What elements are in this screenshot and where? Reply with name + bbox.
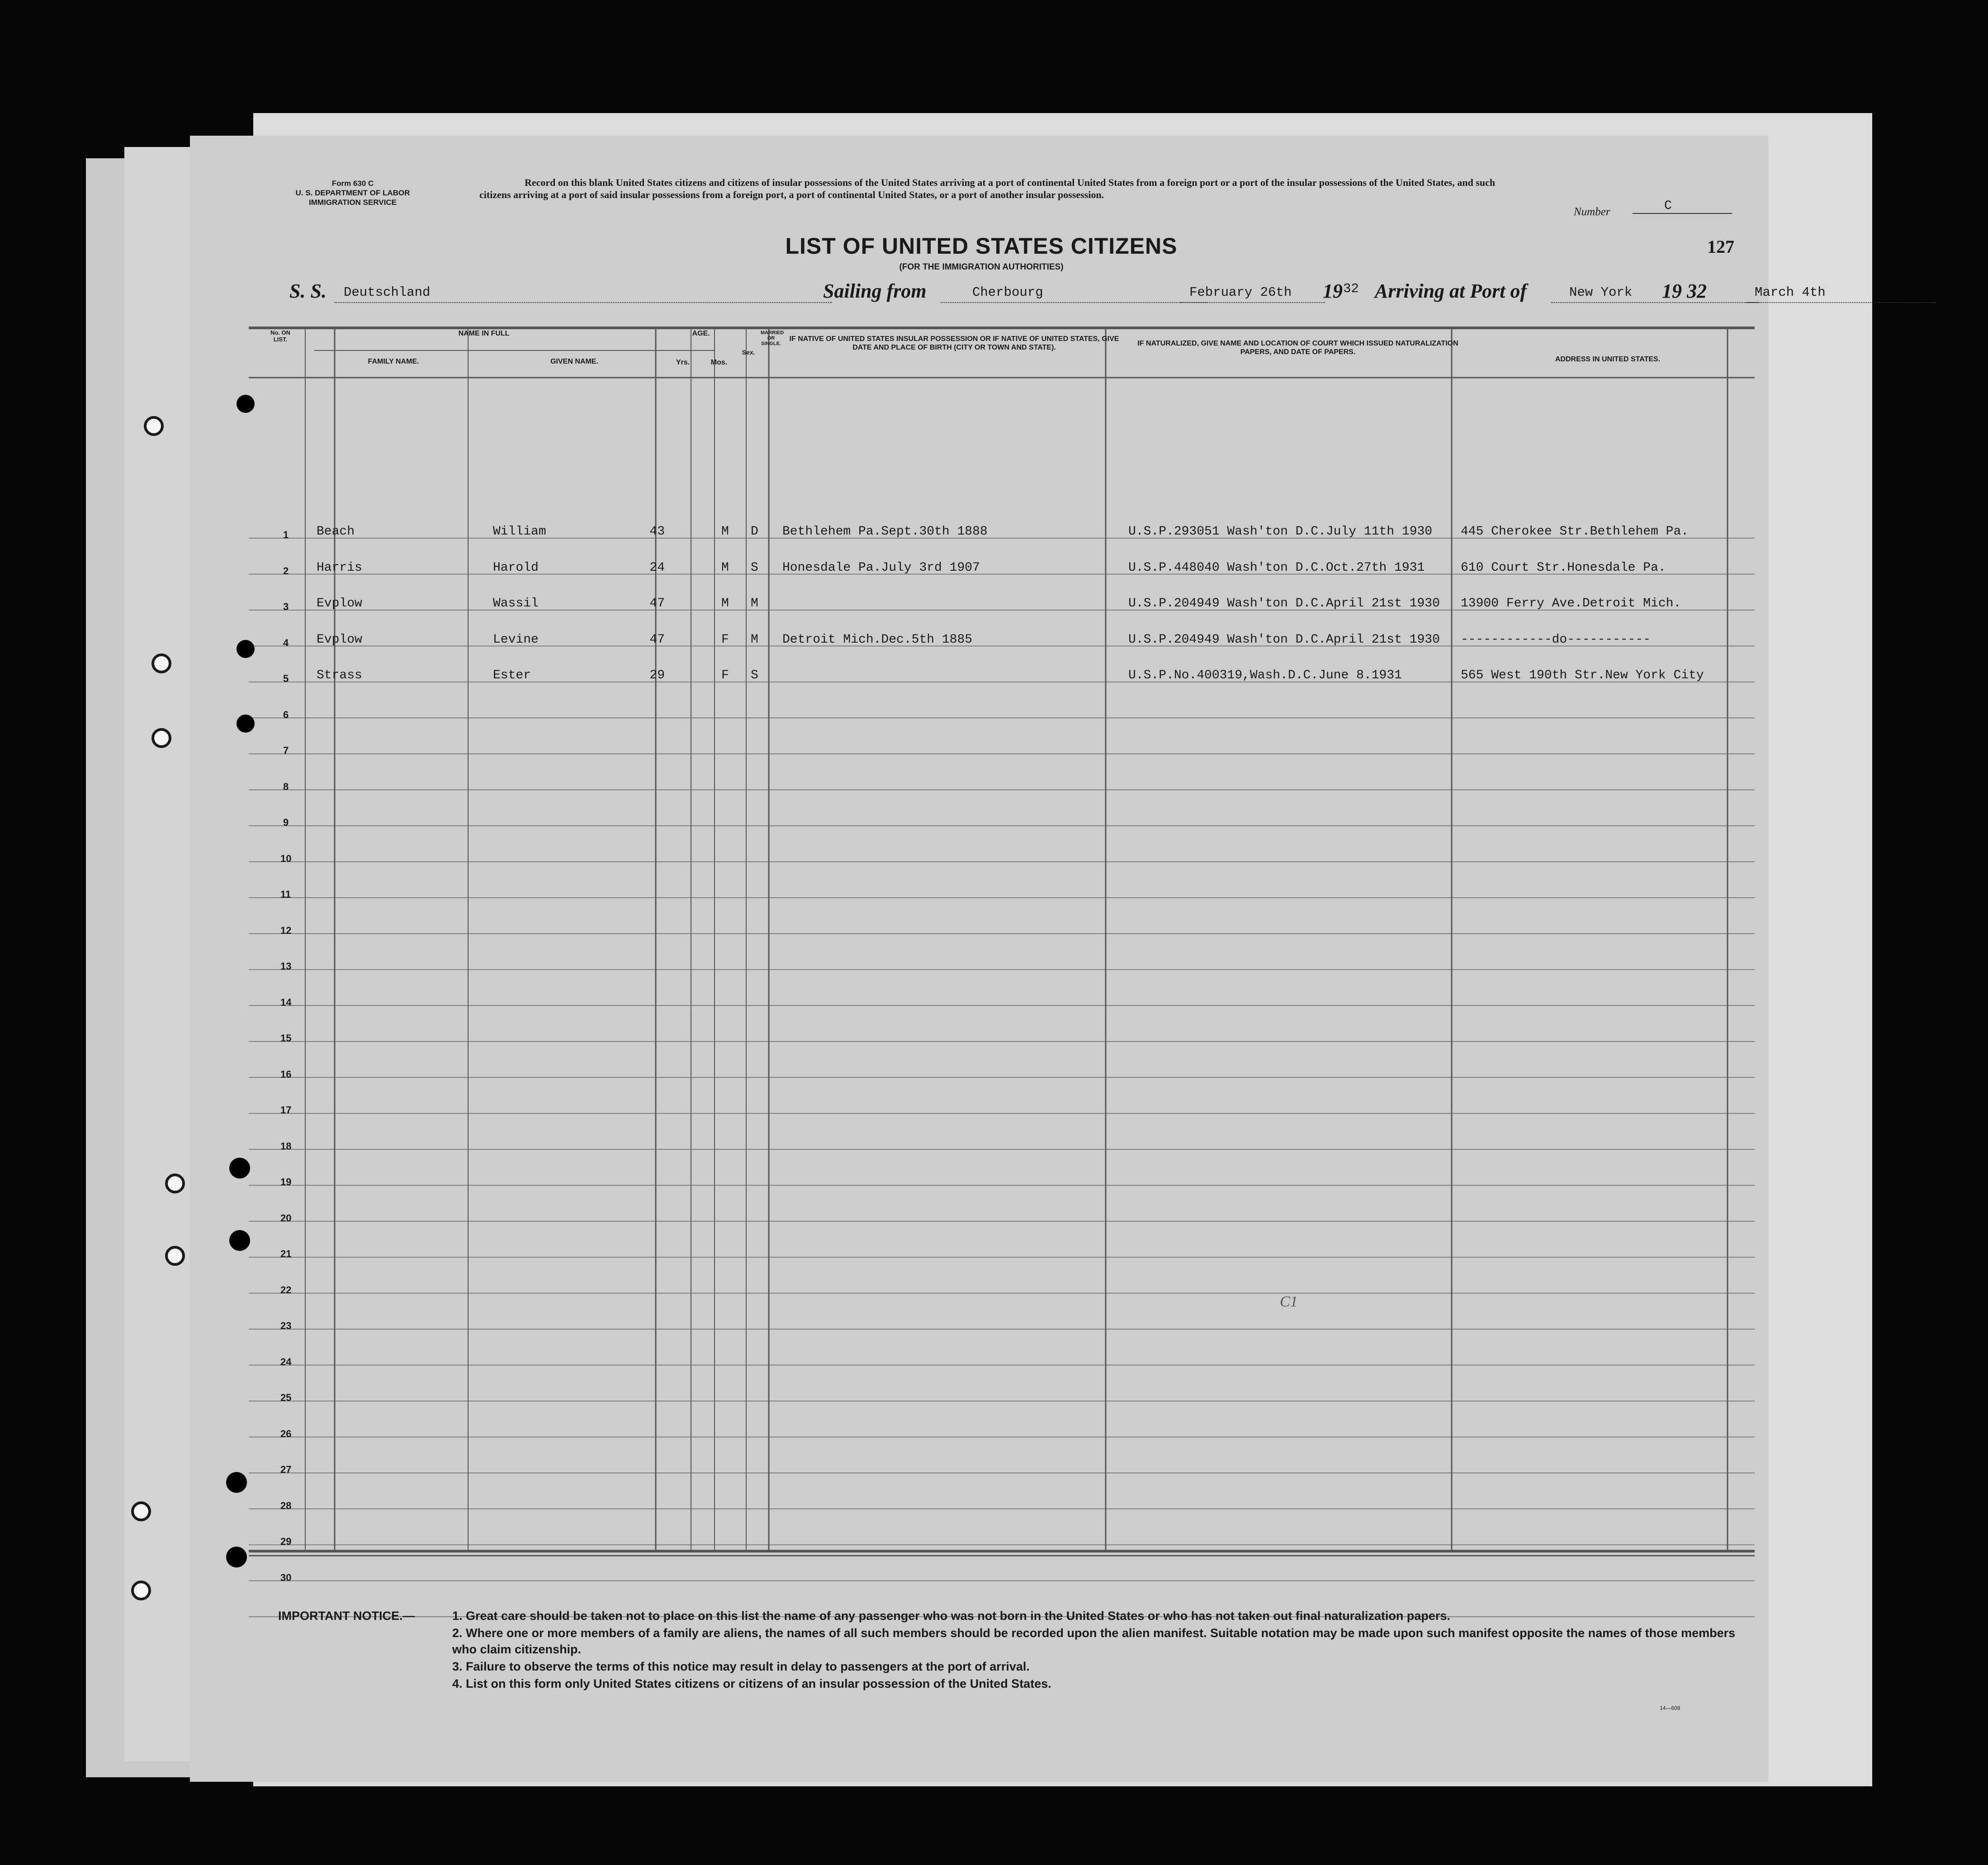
row-number: 10: [280, 852, 292, 864]
arriving-label: Arriving at Port of: [1375, 280, 1527, 302]
passenger-marital-status: S: [751, 560, 758, 575]
passenger-given-name: Levine: [493, 632, 539, 647]
sailing-date: February 26th: [1180, 285, 1325, 303]
punch-hole: [165, 1246, 185, 1266]
service: IMMIGRATION SERVICE: [309, 198, 397, 207]
punch-hole: [144, 416, 164, 436]
row-number: 13: [280, 961, 292, 972]
passenger-naturalization: U.S.P.204949 Wash'ton D.C.April 21st 1930: [1128, 596, 1440, 611]
col-no-header: No. ON LIST.: [270, 329, 291, 343]
col-address-header: ADDRESS IN UNITED STATES.: [1555, 355, 1661, 363]
notice-item-1: 1. Great care should be taken not to place on this list the name of any passenger who was not born in the United States or who has not taken out final naturalization papers.: [452, 1609, 1450, 1623]
passenger-age: 47: [649, 596, 665, 611]
passenger-given-name: Harold: [493, 560, 539, 575]
punch-hole: [229, 1230, 250, 1251]
passenger-naturalization: U.S.P.293051 Wash'ton D.C.July 11th 1930: [1128, 525, 1433, 539]
row-number: 11: [280, 889, 291, 900]
passenger-birth: Honesdale Pa.July 3rd 1907: [782, 560, 980, 575]
passenger-age: 47: [649, 632, 665, 647]
page-number: 127: [1707, 237, 1734, 257]
punch-hole: [131, 1501, 151, 1521]
col-yrs-header: Yrs.: [676, 359, 690, 366]
passenger-sex: M: [721, 560, 729, 575]
passenger-marital-status: S: [751, 668, 758, 682]
punch-hole: [226, 1547, 247, 1567]
col-mos-header: Mos.: [710, 359, 728, 366]
number-value: C: [1633, 199, 1732, 214]
row-number: 4: [283, 637, 289, 648]
arrival-year: 19 32: [1662, 280, 1707, 302]
year-prefix: 19: [1323, 280, 1343, 302]
notice-item-3: 3. Failure to observe the terms of this notice may result in delay to passengers at the port of arrival.: [452, 1660, 1030, 1673]
col-birth-header: IF NATIVE OF UNITED STATES INSULAR POSSESSION OR IF NATIVE OF UNITED STATES, GIVE DATE AND PLACE OF BIRTH (CITY OR TOWN AND STATE).: [789, 335, 1119, 351]
passenger-given-name: William: [493, 525, 546, 539]
row-number: 3: [283, 601, 289, 612]
passenger-marital-status: D: [751, 525, 758, 539]
row-number: 25: [280, 1392, 292, 1403]
punch-hole: [226, 1472, 247, 1493]
punch-hole: [229, 1158, 250, 1179]
instructions: Record on this blank United States citizens and citizens of insular possessions of the United States arriving at a port of continental United States from a foreign port or a port of the insular possessions of the United States, and such citizens arriving at a port of said insular possessions from a foreign port, a port of continental United States, or a port of another insular possession.: [479, 177, 1496, 200]
punch-hole: [165, 1174, 185, 1193]
department: U. S. DEPARTMENT OF LABOR: [295, 189, 410, 197]
notice-item-4: 4. List on this form only United States citizens or citizens of an insular possession of the United States.: [452, 1677, 1051, 1690]
row-number: 1: [283, 529, 289, 540]
passenger-given-name: Ester: [493, 668, 531, 682]
from-port: Cherbourg: [941, 285, 1207, 303]
row-number: 6: [283, 709, 289, 720]
row-number: 7: [283, 745, 289, 756]
sailing-label: Sailing from: [823, 280, 927, 302]
punch-hole: [237, 715, 255, 733]
passenger-naturalization: U.S.P.204949 Wash'ton D.C.April 21st 1930: [1128, 632, 1440, 647]
row-number: 26: [280, 1428, 292, 1439]
col-age-header: AGE.: [692, 330, 710, 337]
sailing-year: 32: [1343, 281, 1359, 296]
row-number: 22: [280, 1284, 292, 1296]
punch-hole: [131, 1581, 151, 1600]
passenger-family-name: Strass: [317, 668, 362, 682]
row-number: 28: [280, 1500, 292, 1511]
row-number: 8: [283, 781, 289, 792]
passenger-naturalization: U.S.P.No.400319,Wash.D.C.June 8.1931: [1128, 668, 1402, 682]
col-married-header: MARRIED OR SINGLE.: [761, 330, 784, 346]
row-number: 27: [280, 1464, 292, 1475]
row-number: 2: [283, 565, 289, 577]
row-number: 18: [280, 1140, 292, 1152]
page-subtitle: (FOR THE IMMIGRATION AUTHORITIES): [899, 262, 1064, 272]
notice-lead: IMPORTANT NOTICE.—: [278, 1609, 415, 1623]
passenger-family-name: Harris: [317, 560, 362, 575]
passenger-age: 24: [649, 560, 665, 575]
col-given-header: GIVEN NAME.: [550, 358, 598, 365]
punch-hole: [151, 728, 171, 748]
notice-item-2: 2. Where one or more members of a family are aliens, the names of all such members should be recorded upon the alien manifest. Suitable notation may be made upon such manifest opposite the names of those members who claim citizenship.: [452, 1626, 1736, 1656]
passenger-family-name: Evplow: [317, 596, 362, 611]
row-number: 21: [280, 1248, 292, 1259]
handwritten-note: C1: [1280, 1293, 1298, 1310]
col-sex-header: Sex.: [742, 349, 755, 356]
row-number: 23: [280, 1320, 292, 1331]
row-number: 12: [280, 924, 292, 936]
passenger-marital-status: M: [751, 596, 758, 611]
passenger-marital-status: M: [751, 632, 758, 647]
passenger-naturalization: U.S.P.448040 Wash'ton D.C.Oct.27th 1931: [1128, 560, 1425, 575]
manifest-sheet: [190, 136, 1826, 1782]
col-name-header: NAME IN FULL: [458, 330, 510, 337]
row-number: 5: [283, 673, 289, 684]
row-number: 15: [280, 1032, 292, 1044]
row-number: 19: [280, 1176, 292, 1188]
row-number: 9: [283, 817, 289, 828]
passenger-address: 565 West 190th Str.New York City: [1461, 668, 1704, 682]
passenger-given-name: Wassil: [493, 596, 539, 611]
number-label: Number: [1574, 206, 1610, 218]
passenger-address: 445 Cherokee Str.Bethlehem Pa.: [1461, 525, 1689, 539]
row-number: 29: [280, 1536, 292, 1547]
ss-label: S. S.: [289, 280, 327, 302]
passenger-sex: M: [721, 596, 729, 611]
passenger-address: ------------do-----------: [1461, 632, 1651, 647]
passenger-birth: Detroit Mich.Dec.5th 1885: [782, 632, 973, 647]
punch-hole: [237, 395, 255, 413]
punch-hole: [151, 653, 171, 673]
passenger-family-name: Beach: [317, 525, 355, 539]
passenger-sex: M: [721, 525, 729, 539]
punch-hole: [237, 640, 255, 658]
arrival-date: March 4th: [1746, 285, 1936, 303]
ship-name: Deutschland: [335, 285, 832, 303]
row-number: 14: [280, 996, 292, 1008]
form-number: Form 630 C: [331, 179, 374, 188]
arrival-port: New York: [1551, 285, 1759, 303]
col-naturalized-header: IF NATURALIZED, GIVE NAME AND LOCATION OF COURT WHICH ISSUED NATURALIZATION PAPERS, AND DATE OF PAPERS.: [1137, 340, 1458, 356]
row-number: 16: [280, 1068, 292, 1080]
row-number: 24: [280, 1356, 292, 1368]
row-number: 20: [280, 1212, 292, 1224]
col-family-header: FAMILY NAME.: [368, 358, 419, 365]
passenger-address: 13900 Ferry Ave.Detroit Mich.: [1461, 596, 1681, 611]
passenger-birth: Bethlehem Pa.Sept.30th 1888: [782, 525, 988, 539]
page-title: LIST OF UNITED STATES CITIZENS: [785, 233, 1178, 259]
passenger-sex: F: [721, 668, 729, 682]
passenger-age: 29: [649, 668, 665, 682]
manifest-grid: [190, 136, 1768, 1782]
row-number: 17: [280, 1104, 292, 1116]
passenger-age: 43: [649, 525, 665, 539]
passenger-sex: F: [721, 632, 729, 647]
row-number: 30: [280, 1572, 292, 1583]
passenger-family-name: Evplow: [317, 632, 362, 647]
form-id: 14—608: [1660, 1705, 1680, 1711]
passenger-address: 610 Court Str.Honesdale Pa.: [1461, 560, 1666, 575]
